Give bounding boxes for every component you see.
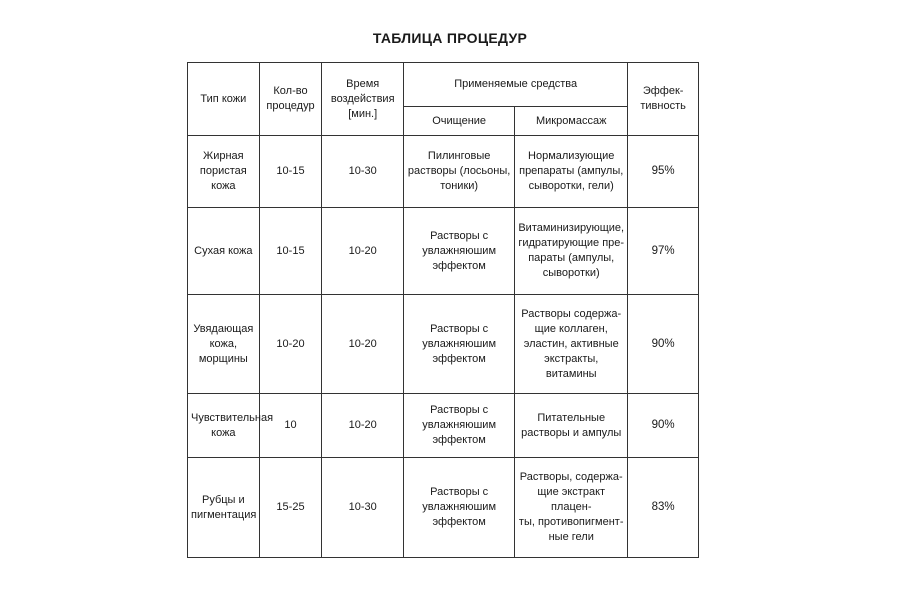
cell-effectiveness: 95% bbox=[628, 136, 699, 208]
cell-skin-type: Жирная пористая кожа bbox=[188, 136, 260, 208]
cell-count: 10 bbox=[259, 394, 322, 458]
cell-effectiveness: 90% bbox=[628, 295, 699, 394]
cell-effectiveness: 90% bbox=[628, 394, 699, 458]
cell-effectiveness: 83% bbox=[628, 458, 699, 558]
cell-skin-type: Рубцы и пигментация bbox=[188, 458, 260, 558]
cell-time: 10-30 bbox=[322, 458, 404, 558]
cell-massage: Растворы, содержа- щие экстракт плацен- ты, противопигмент- ные гели bbox=[515, 458, 628, 558]
header-means: Применяемые средства bbox=[404, 63, 628, 107]
cell-massage: Витаминизирующие, гидратирующие пре- параты (ампулы, сыворотки) bbox=[515, 208, 628, 295]
cell-cleaning: Растворы с увлажняюшим эффектом bbox=[404, 295, 515, 394]
cell-effectiveness: 97% bbox=[628, 208, 699, 295]
cell-count: 15-25 bbox=[259, 458, 322, 558]
cell-count: 10-15 bbox=[259, 136, 322, 208]
cell-skin-type: Сухая кожа bbox=[188, 208, 260, 295]
header-count: Кол-во процедур bbox=[259, 63, 322, 136]
table-row bbox=[188, 295, 699, 394]
cell-massage: Нормализующие препараты (ампулы, сыворотки, гели) bbox=[515, 136, 628, 208]
header-effectiveness: Эффек- тивность bbox=[628, 63, 699, 136]
header-massage: Микромассаж bbox=[515, 107, 628, 136]
cell-count: 10-20 bbox=[259, 295, 322, 394]
table-row bbox=[188, 458, 699, 558]
cell-cleaning: Растворы с увлажняюшим эффектом bbox=[404, 208, 515, 295]
header-time: Время воздействия [мин.] bbox=[322, 63, 404, 136]
cell-skin-type: Чувствительная кожа bbox=[188, 394, 260, 458]
cell-cleaning: Растворы с увлажняюшим эффектом bbox=[404, 394, 515, 458]
cell-time: 10-20 bbox=[322, 208, 404, 295]
cell-time: 10-20 bbox=[322, 295, 404, 394]
cell-massage: Растворы содержа- щие коллаген, эластин, активные экстракты, витамины bbox=[515, 295, 628, 394]
cell-time: 10-30 bbox=[322, 136, 404, 208]
page-title: ТАБЛИЦА ПРОЦЕДУР bbox=[372, 30, 528, 46]
cell-count: 10-15 bbox=[259, 208, 322, 295]
cell-skin-type: Увядающая кожа, морщины bbox=[188, 295, 260, 394]
cell-massage: Питательные растворы и ампулы bbox=[515, 394, 628, 458]
table-row bbox=[188, 136, 699, 208]
table-header-row bbox=[188, 63, 699, 107]
header-skin-type: Тип кожи bbox=[188, 63, 260, 136]
cell-cleaning: Растворы с увлажняюшим эффектом bbox=[404, 458, 515, 558]
procedures-table bbox=[187, 62, 699, 558]
header-cleaning: Очищение bbox=[404, 107, 515, 136]
table-row bbox=[188, 394, 699, 458]
cell-cleaning: Пилинговые растворы (лосьоны, тоники) bbox=[404, 136, 515, 208]
cell-time: 10-20 bbox=[322, 394, 404, 458]
table-row bbox=[188, 208, 699, 295]
